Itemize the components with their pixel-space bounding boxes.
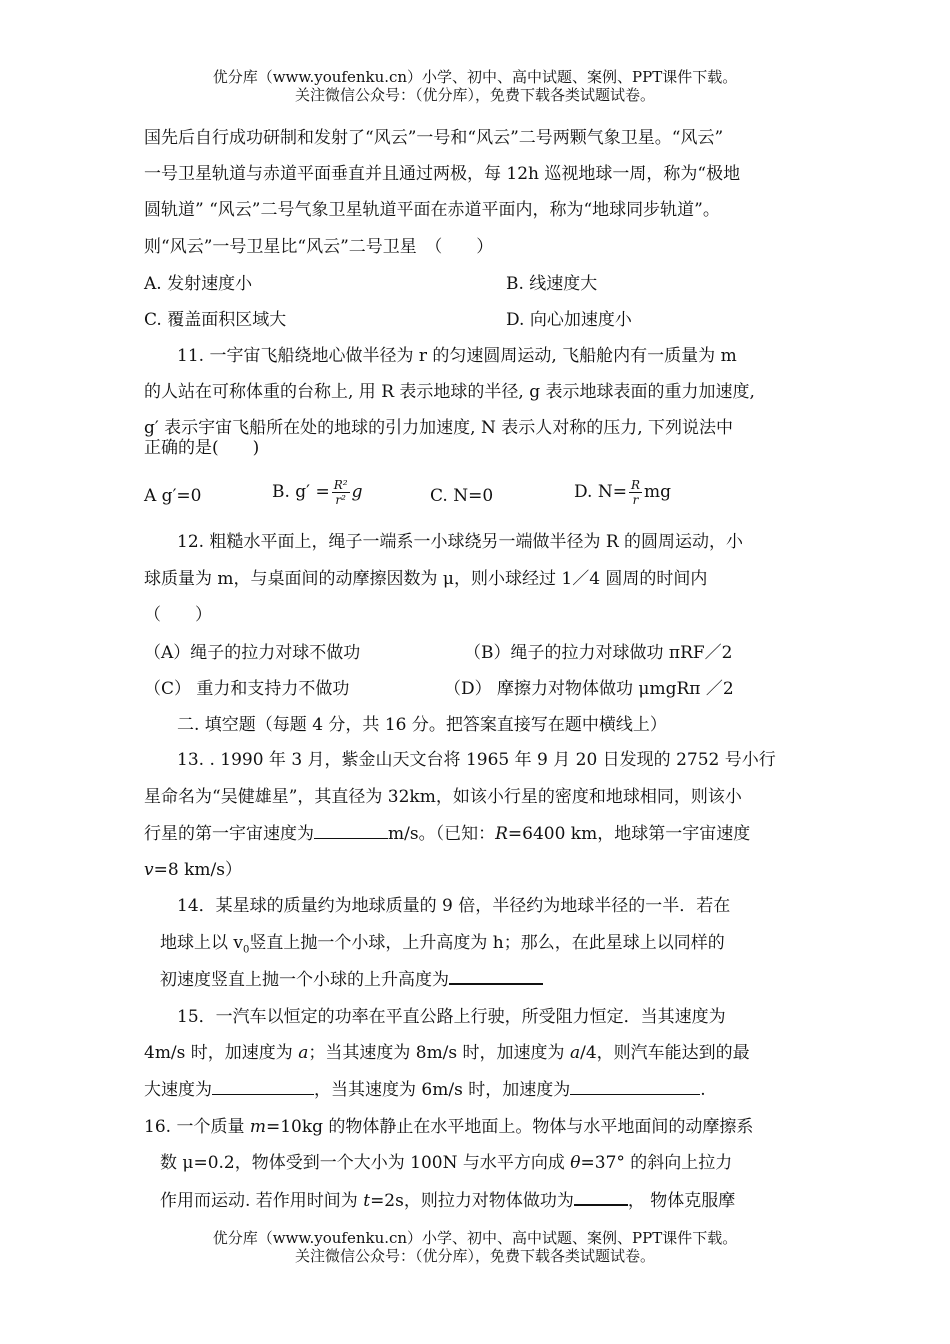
q13-line-2: 星命名为“吴健雄星”，其直径为 32km，如该小行星的密度和地球相同，则该小 — [144, 787, 742, 807]
q16-line-2-prefix: 数 μ=0.2，物体受到一个大小为 100N 与水平方向成 — [160, 1153, 571, 1173]
header-line-2: 关注微信公众号：（优分库），免费下载各类试题试卷。 — [294, 86, 655, 104]
q11-option-d-mg: mg — [644, 482, 672, 502]
q12-line-2: 球质量为 m，与桌面间的动摩擦因数为 μ，则小球经过 1／4 圆周的时间内 — [144, 569, 708, 589]
q16-line-2 — [160, 1151, 732, 1175]
q14-line-3 — [160, 967, 543, 992]
q10-option-d: D. 向心加速度小 — [506, 310, 632, 330]
q15-line-2-prefix: 4m/s 时，加速度为 — [144, 1043, 299, 1063]
q10-option-b: B. 线速度大 — [506, 274, 598, 294]
q15-line-1: 15．一汽车以恒定的功率在平直公路上行驶，所受阻力恒定．当其速度为 — [177, 1007, 726, 1027]
q14-v0-subscript: 0 — [243, 944, 250, 956]
q13-velocity-symbol: v — [144, 860, 154, 880]
footer-line-2: 关注微信公众号：（优分库），免费下载各类试题试卷。 — [294, 1247, 655, 1265]
q11-line-3: g′ 表示宇宙飞船所在处的地球的引力加速度, N 表示人对称的压力, 下列说法中 — [144, 418, 734, 438]
q16-time-symbol: t — [363, 1191, 371, 1211]
q11-line-1: 11. 一宇宙飞船绕地心做半径为 r 的匀速圆周运动, 飞船舱内有一质量为 m — [177, 346, 737, 366]
q13-line-3-tail: =6400 km，地球第一宇宙速度 — [507, 824, 751, 844]
q16-line-2-rest: =37° 的斜向上拉力 — [580, 1153, 733, 1173]
q14-answer-blank[interactable] — [449, 967, 543, 985]
q10-line-3: 圆轨道” “风云”二号气象卫星轨道平面在赤道平面内，称为“地球同步轨道”。 — [144, 200, 720, 220]
q15-line-3-prefix: 大速度为 — [144, 1080, 212, 1100]
q16-work-blank[interactable] — [574, 1188, 628, 1206]
q16-mass-symbol: m — [249, 1117, 266, 1137]
q12-option-a: （A）绳子的拉力对球不做功 — [144, 643, 361, 663]
q14-line-2 — [160, 931, 725, 962]
q10-line-1: 国先后自行成功研制和发射了“风云”一号和“风云”二号两颗气象卫星。“风云” — [144, 128, 724, 148]
q11-option-c: C. N=0 — [430, 486, 494, 506]
q16-line-1-rest: =10kg 的物体静止在水平地面上。物体与水平地面间的动摩擦系 — [265, 1117, 754, 1137]
q16-line-3-middle: =2s，则拉力对物体做功为 — [370, 1191, 574, 1211]
q15-line-3-middle: ，当其速度为 6m/s 时，加速度为 — [314, 1080, 571, 1100]
q15-line-3-suffix: . — [700, 1080, 706, 1100]
q16-line-3-suffix: ， 物体克服摩 — [627, 1191, 736, 1211]
q11-option-d-fraction — [629, 478, 642, 507]
q14-line-3-text: 初速度竖直上抛一个小球的上升高度为 — [160, 970, 449, 990]
q15-line-2-middle: ；当其速度为 8m/s 时，加速度为 — [308, 1043, 570, 1063]
q13-line-4-tail: =8 km/s） — [153, 860, 242, 880]
footer-line-1: 优分库（www.youfenku.cn）小学、初中、高中试题、案例、PPT课件下载。 — [212, 1229, 738, 1247]
q12-line-1: 12. 粗糙水平面上，绳子一端系一小球绕另一端做半径为 R 的圆周运动，小 — [177, 532, 744, 552]
q10-line-4: 则“风云”一号卫星比“风云”二号卫星 （ ） — [144, 237, 494, 257]
q12-option-c: （C） 重力和支持力不做功 — [144, 679, 350, 699]
q10-option-a: A. 发射速度小 — [144, 274, 253, 294]
q14-line-2-rest: 竖直上抛一个小球，上升高度为 h；那么，在此星球上以同样的 — [249, 933, 725, 953]
q15-line-3 — [144, 1078, 706, 1102]
page-footer — [0, 1229, 950, 1265]
q11-option-b-numerator: R² — [333, 478, 348, 492]
q13-line-3-prefix: 行星的第一宇宙速度为 — [144, 824, 314, 844]
q10-line-2: 一号卫星轨道与赤道平面垂直并且通过两极，每 12h 巡视地球一周，称为“极地 — [144, 164, 741, 184]
q11-line-4: 正确的是( ) — [144, 438, 260, 458]
q11-option-b — [272, 478, 362, 507]
q11-option-b-label: B. g′ = — [272, 482, 330, 502]
q11-line-2: 的人站在可称体重的台称上, 用 R 表示地球的半径, g 表示地球表面的重力加速度, — [144, 382, 755, 402]
q11-option-b-fraction — [332, 478, 350, 507]
q11-option-d-label: D. N= — [574, 482, 627, 502]
q13-radius-symbol: R — [495, 824, 508, 844]
q16-line-3-prefix: 作用而运动. 若作用时间为 — [160, 1191, 364, 1211]
header-line-1: 优分库（www.youfenku.cn）小学、初中、高中试题、案例、PPT课件下载。 — [212, 68, 738, 86]
q14-line-2-prefix: 地球上以 v — [160, 933, 244, 953]
q15-line-2-suffix: /4，则汽车能达到的最 — [580, 1043, 750, 1063]
q16-line-1-prefix: 16. 一个质量 — [144, 1117, 250, 1137]
q13-line-3-unit: m/s。（已知： — [388, 824, 496, 844]
q16-line-1 — [144, 1115, 753, 1139]
q11-option-b-g: g — [351, 482, 363, 502]
q10-option-c: C. 覆盖面积区域大 — [144, 310, 287, 330]
q12-option-b: （B）绳子的拉力对球做功 πRF／2 — [464, 643, 733, 663]
section-2-title: 二. 填空题（每题 4 分，共 16 分。把答案直接写在题中横线上） — [177, 715, 667, 735]
q11-option-d-denominator: r — [632, 493, 639, 507]
q11-option-d — [574, 478, 671, 507]
q12-option-d: （D） 摩擦力对物体做功 μmgRπ ／2 — [444, 679, 734, 699]
q11-option-a: A g′=0 — [144, 486, 202, 506]
q16-line-3 — [160, 1188, 735, 1213]
q13-line-3 — [144, 822, 750, 846]
q11-option-b-denominator: r² — [335, 493, 346, 507]
q16-theta-symbol: θ — [570, 1153, 581, 1173]
q15-line-2 — [144, 1041, 750, 1065]
q15-accel-symbol-2: a — [569, 1043, 581, 1063]
q15-accel-symbol-1: a — [298, 1043, 309, 1063]
q13-line-4 — [144, 858, 242, 882]
q11-option-d-numerator: R — [630, 478, 640, 492]
q13-answer-blank[interactable] — [314, 822, 388, 839]
q13-line-1: 13. . 1990 年 3 月，紫金山天文台将 1965 年 9 月 20 日发现的 2752 号小行 — [177, 750, 776, 770]
q15-max-speed-blank[interactable] — [212, 1078, 314, 1095]
q15-acceleration-blank[interactable] — [570, 1078, 700, 1095]
q12-line-3: （ ） — [144, 605, 212, 625]
page-header — [0, 68, 950, 104]
q14-line-1: 14．某星球的质量约为地球质量的 9 倍，半径约为地球半径的一半．若在 — [177, 896, 731, 916]
